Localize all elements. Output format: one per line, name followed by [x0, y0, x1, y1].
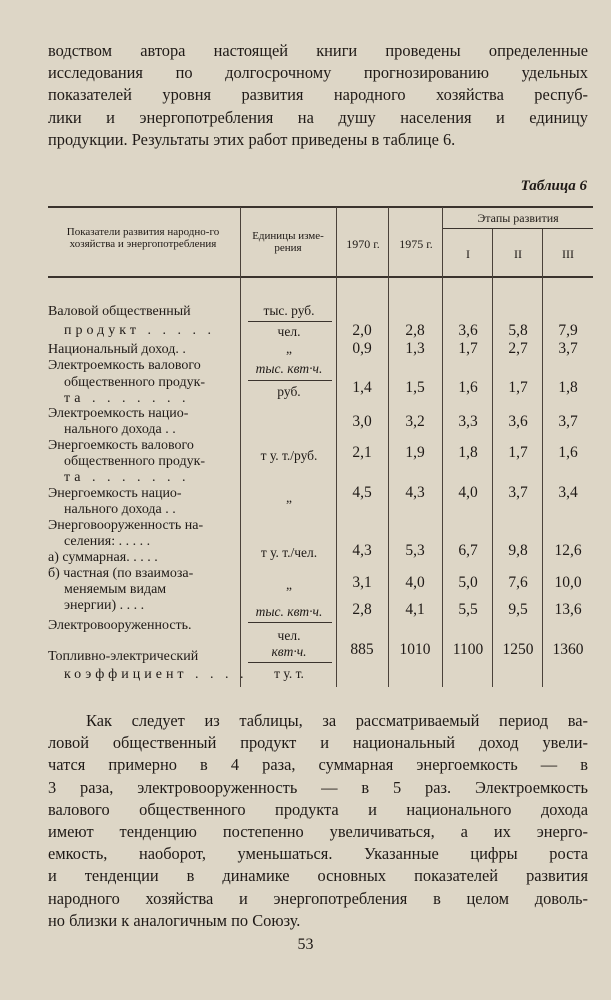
value-stage-3: 10,0: [554, 574, 582, 591]
value-stage-2: 7,6: [508, 574, 528, 591]
header-stage-3: III: [562, 247, 574, 261]
value-stage-3: 3,7: [558, 413, 578, 430]
row-label: селения: . . . . .: [64, 534, 151, 549]
row-label: Электровооруженность.: [48, 618, 192, 633]
header-1970: 1970 г.: [346, 237, 380, 251]
value-1975: 1,9: [405, 444, 425, 461]
text-line: но близки к аналогичным по Союзу.: [48, 910, 301, 930]
row-label: энергии) . . . .: [64, 598, 145, 613]
text-line: и тенденции в динамике основных показателей развития: [48, 866, 588, 886]
value-1975: 1,3: [405, 340, 425, 357]
header-1975: 1975 г.: [399, 237, 433, 251]
value-stage-2: 3,6: [508, 413, 528, 430]
table-caption: Таблица 6: [520, 178, 587, 194]
fraction-line: [248, 380, 332, 381]
value-1975: 4,1: [405, 601, 425, 618]
value-1970: 2,0: [352, 322, 372, 339]
text-line: ловой общественный продукт и национальный доход увели-: [48, 733, 588, 753]
value-stage-3: 3,4: [558, 484, 578, 501]
page-number: 53: [297, 936, 314, 953]
value-stage-1: 3,6: [458, 322, 478, 339]
value-1975: 1010: [399, 641, 431, 658]
value-stage-1: 3,3: [458, 413, 478, 430]
value-stage-1: 5,5: [458, 601, 478, 618]
row-label: Энерговооруженность на-: [48, 518, 204, 533]
value-stage-2: 9,5: [508, 601, 528, 618]
row-label: общественного продук-: [64, 375, 206, 390]
header-stage-2: II: [514, 247, 522, 261]
value-stage-1: 1,6: [458, 379, 478, 396]
row-label: общественного продук-: [64, 454, 206, 469]
value-stage-3: 1360: [552, 641, 584, 658]
column-divider: [442, 207, 443, 687]
text-line: народного хозяйства и энергопотребления в целом доволь-: [48, 888, 588, 908]
value-stage-2: 3,7: [508, 484, 528, 501]
value-1975: 2,8: [405, 322, 425, 339]
row-label: нального дохода . .: [64, 422, 176, 437]
value-stage-1: 1,8: [458, 444, 478, 461]
column-divider: [492, 229, 493, 687]
header-units: Единицы изме-рения: [252, 230, 324, 254]
row-label: Валовой общественный: [48, 304, 191, 319]
header-stages: Этапы развития: [477, 211, 559, 225]
value-1975: 5,3: [405, 542, 425, 559]
value-stage-1: 5,0: [458, 574, 478, 591]
header-stage-1: I: [466, 247, 470, 261]
table-top-rule: [48, 206, 593, 208]
unit-cell: тыс. квт·ч.: [255, 604, 323, 619]
row-label: Энергоемкость нацио-: [48, 486, 182, 501]
value-stage-3: 3,7: [558, 340, 578, 357]
fraction-line: [248, 622, 332, 623]
row-label: Топливно-электрический: [48, 649, 199, 664]
unit-cell: руб.: [277, 384, 301, 399]
text-line: чатся примерно в 4 раза, суммарная энергоемкость — в: [48, 755, 588, 775]
value-1970: 2,8: [352, 601, 372, 618]
unit-cell: „: [286, 577, 292, 592]
value-stage-2: 5,8: [508, 322, 528, 339]
column-divider: [388, 207, 389, 687]
unit-cell: т у. т./руб.: [260, 448, 318, 463]
row-label: Энергоемкость валового: [48, 438, 194, 453]
fraction-line: [248, 321, 332, 322]
fraction-line: [248, 662, 332, 663]
value-stage-1: 1,7: [458, 340, 478, 357]
paragraph-bottom: [48, 710, 588, 932]
value-stage-2: 1,7: [508, 444, 528, 461]
stages-subheader-rule: [442, 228, 593, 229]
row-label: нального дохода . .: [64, 502, 176, 517]
value-1975: 4,0: [405, 574, 425, 591]
table-header-rule: [48, 276, 593, 278]
value-stage-3: 12,6: [554, 542, 582, 559]
row-label: меняемым видам: [64, 582, 167, 597]
value-stage-2: 1250: [502, 641, 534, 658]
header-indicators: Показатели развития народно-го хозяйства и энергопотребления: [66, 226, 220, 250]
value-1970: 885: [350, 641, 374, 658]
text-line: показателей уровня развития народного хозяйства респуб-: [48, 85, 588, 105]
paragraph-top: [48, 40, 588, 151]
row-label: б) частная (по взаимоза-: [48, 566, 194, 581]
text-line: лики и энергопотребления на душу населения и единицу: [48, 107, 588, 127]
text-line: Как следует из таблицы, за рассматриваемый период ва-: [86, 711, 588, 730]
value-stage-1: 1100: [452, 641, 484, 658]
row-label: а) суммарная. . . . .: [48, 550, 158, 565]
row-label: та . . . . . . .: [64, 391, 190, 406]
value-1970: 3,1: [352, 574, 372, 591]
text-line: продукции. Результаты этих работ приведены в таблице 6.: [48, 129, 456, 149]
value-stage-2: 2,7: [508, 340, 528, 357]
unit-cell: тыс. руб.: [263, 303, 315, 318]
value-stage-3: 13,6: [554, 601, 582, 618]
text-line: 3 раза, электровооруженность — в 5 раз. Электроемкость: [48, 777, 588, 797]
value-stage-1: 6,7: [458, 542, 478, 559]
value-stage-2: 9,8: [508, 542, 528, 559]
unit-cell: „: [286, 490, 292, 505]
value-stage-2: 1,7: [508, 379, 528, 396]
row-label: та . . . . . . .: [64, 470, 190, 485]
unit-cell: тыс. квт·ч.: [255, 361, 323, 376]
value-stage-3: 7,9: [558, 322, 578, 339]
value-1970: 4,3: [352, 542, 372, 559]
value-stage-1: 4,0: [458, 484, 478, 501]
unit-cell: чел.: [277, 324, 301, 339]
text-line: имеют тенденцию постепенно увеличиваться, а их энерго-: [48, 822, 588, 842]
unit-cell: „: [286, 341, 292, 356]
row-label: Электроемкость нацио-: [48, 406, 189, 421]
text-line: емкость, наоборот, уменьшаться. Указанные цифры роста: [48, 844, 588, 864]
value-1970: 2,1: [352, 444, 372, 461]
value-1970: 0,9: [352, 340, 372, 357]
unit-cell: чел.: [277, 628, 301, 643]
unit-cell: т у. т./чел.: [260, 545, 318, 560]
value-stage-3: 1,8: [558, 379, 578, 396]
value-1975: 4,3: [405, 484, 425, 501]
row-label: продукт . . . . .: [64, 323, 215, 338]
text-line: водством автора настоящей книги проведены определенные: [48, 41, 588, 60]
text-line: валового общественного продукта и национального дохода: [48, 799, 588, 819]
text-line: исследования по долгосрочному прогнозированию удельных: [48, 63, 588, 83]
unit-cell: квт·ч.: [271, 644, 307, 659]
value-1970: 4,5: [352, 484, 372, 501]
row-label: коэффициент . . . .: [64, 667, 248, 682]
value-1975: 3,2: [405, 413, 425, 430]
value-1975: 1,5: [405, 379, 425, 396]
column-divider: [542, 229, 543, 687]
row-label: Электроемкость валового: [48, 358, 201, 373]
value-1970: 1,4: [352, 379, 372, 396]
value-stage-3: 1,6: [558, 444, 578, 461]
value-1970: 3,0: [352, 413, 372, 430]
unit-cell: т у. т.: [274, 666, 304, 681]
row-label: Национальный доход. .: [48, 342, 186, 357]
